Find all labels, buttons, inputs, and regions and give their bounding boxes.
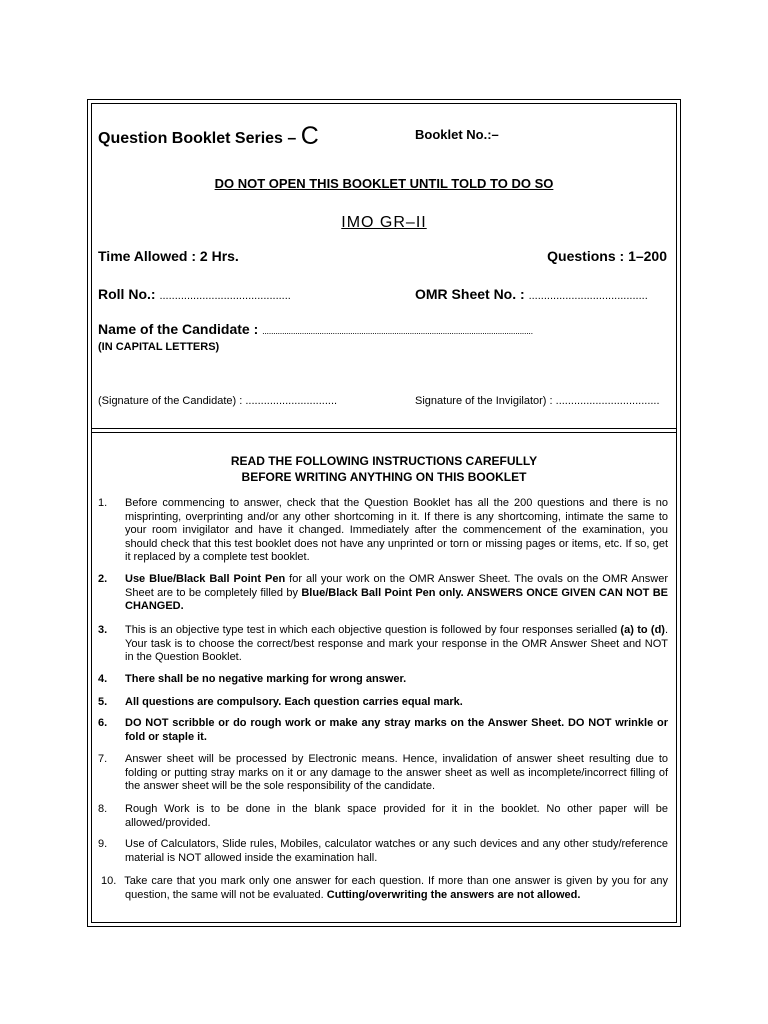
instruction-text: Use of Calculators, Slide rules, Mobiles, calculator watches or any such devices and any other study/reference material is NOT allowed inside the examination hall.	[125, 838, 668, 864]
instruction-number: 9.	[98, 838, 108, 850]
capital-letters-note: (IN CAPITAL LETTERS)	[98, 341, 220, 353]
roll-no-dots: ...........................................	[159, 290, 291, 302]
instruction-bold: Cutting/overwriting the answers are not allowed.	[326, 888, 581, 901]
omr-dots: .......................................	[528, 290, 648, 302]
invigilator-signature[interactable]: Signature of the Invigilator) : ..................................	[415, 395, 660, 407]
instruction-item	[98, 717, 668, 744]
instruction-number: 6.	[98, 717, 108, 729]
instruction-number: 4.	[98, 673, 108, 685]
instruction-item	[98, 573, 668, 614]
name-dots: ...........................................................................................................................	[262, 326, 533, 336]
instruction-number: 1.	[98, 497, 108, 509]
instruction-item	[101, 875, 668, 902]
instruction-bold: Blue/Black Ball Point Pen only. ANSWERS ONCE GIVEN CAN NOT BE CHANGED.	[125, 586, 668, 613]
instruction-item	[98, 497, 668, 565]
instruction-text: DO NOT scribble or do rough work or make any stray marks on the Answer Sheet. DO NOT wrinkle or fold or staple it.	[125, 717, 668, 743]
candidate-signature[interactable]: (Signature of the Candidate) : ..............................	[98, 395, 338, 407]
candidate-name-field[interactable]	[98, 321, 533, 337]
instruction-bold: Use Blue/Black Ball Point Pen	[125, 573, 286, 585]
time-allowed: Time Allowed : 2 Hrs.	[98, 248, 239, 264]
roll-no-field[interactable]	[98, 286, 291, 302]
instruction-normal: . Your task is to choose the correct/best response and mark your response in the OMR Answer Sheet and NOT in the Question Booklet.	[125, 624, 669, 664]
instruction-normal: for all your work on the OMR Answer Sheet. The ovals on the OMR Answer Sheet are to be completely filled by	[125, 573, 668, 599]
instruction-text: All questions are compulsory. Each question carries equal mark.	[125, 696, 463, 708]
series-letter: C	[300, 122, 319, 150]
roll-no-label: Roll No.:	[98, 286, 156, 302]
exam-name: IMO GR–II	[341, 214, 427, 231]
name-label: Name of the Candidate :	[98, 321, 259, 337]
booklet-no-label: Booklet No.:–	[415, 127, 499, 142]
instruction-item	[98, 696, 668, 710]
omr-sheet-field[interactable]	[415, 286, 648, 302]
instruction-text: Before commencing to answer, check that the Question Booklet has all the 200 questions and there is no misprinting, overprinting and/or any other shortcoming in it. If there is any shortcoming, intimate the same to your room invigilator and have it changed. Immediately after the commencement of the examination, you should check that this test booklet does not have any unprinted or torn or missing pages or items, etc. If so, get it replaced by a complete test booklet.	[125, 497, 668, 564]
instruction-number: 7.	[98, 753, 108, 765]
instructions-heading-2: BEFORE WRITING ANYTHING ON THIS BOOKLET	[241, 470, 527, 484]
instruction-bold: (a)	[620, 624, 634, 636]
instruction-item	[98, 753, 668, 794]
omr-label: OMR Sheet No. :	[415, 286, 525, 302]
instruction-normal: Take care that you mark only one answer for each question. If more than one answer is given by you for any question, the same will not be evaluated.	[124, 875, 668, 901]
instruction-text: Answer sheet will be processed by Electronic means. Hence, invalidation of answer sheet resulting due to folding or putting stray marks on it or any damage to the answer sheet as well as incomplete/incorrect filling of the answer sheet will be the sole responsibility of the candidate.	[125, 753, 668, 793]
instruction-text: There shall be no negative marking for wrong answer.	[125, 673, 407, 685]
instruction-item	[98, 838, 668, 865]
questions-count: Questions : 1–200	[547, 248, 667, 264]
series-line	[98, 121, 319, 150]
instruction-number: 2.	[98, 573, 108, 585]
section-divider-top	[91, 428, 677, 429]
instruction-number: 3.	[98, 624, 108, 636]
instruction-number: 8.	[98, 803, 108, 815]
instruction-normal: This is an objective type test in which each objective question is followed by four responses serialled	[125, 624, 621, 636]
warning-text: DO NOT OPEN THIS BOOKLET UNTIL TOLD TO DO SO	[214, 176, 554, 191]
instruction-item	[98, 673, 668, 687]
instruction-item	[98, 803, 668, 830]
series-label: Question Booklet Series –	[98, 130, 297, 147]
instruction-number: 10.	[101, 875, 117, 887]
instruction-text	[101, 875, 668, 902]
instruction-text: Rough Work is to be done in the blank space provided for it in the booklet. No other paper will be allowed/provided.	[125, 803, 668, 829]
instruction-bold: to	[633, 624, 651, 636]
instruction-text	[125, 624, 668, 665]
instructions-heading-1: READ THE FOLLOWING INSTRUCTIONS CAREFULLY	[230, 454, 538, 468]
section-divider-bottom	[91, 432, 677, 433]
instruction-bold: (d)	[650, 624, 665, 636]
instruction-item	[98, 624, 668, 665]
instruction-text	[125, 573, 668, 614]
instruction-number: 5.	[98, 696, 108, 708]
